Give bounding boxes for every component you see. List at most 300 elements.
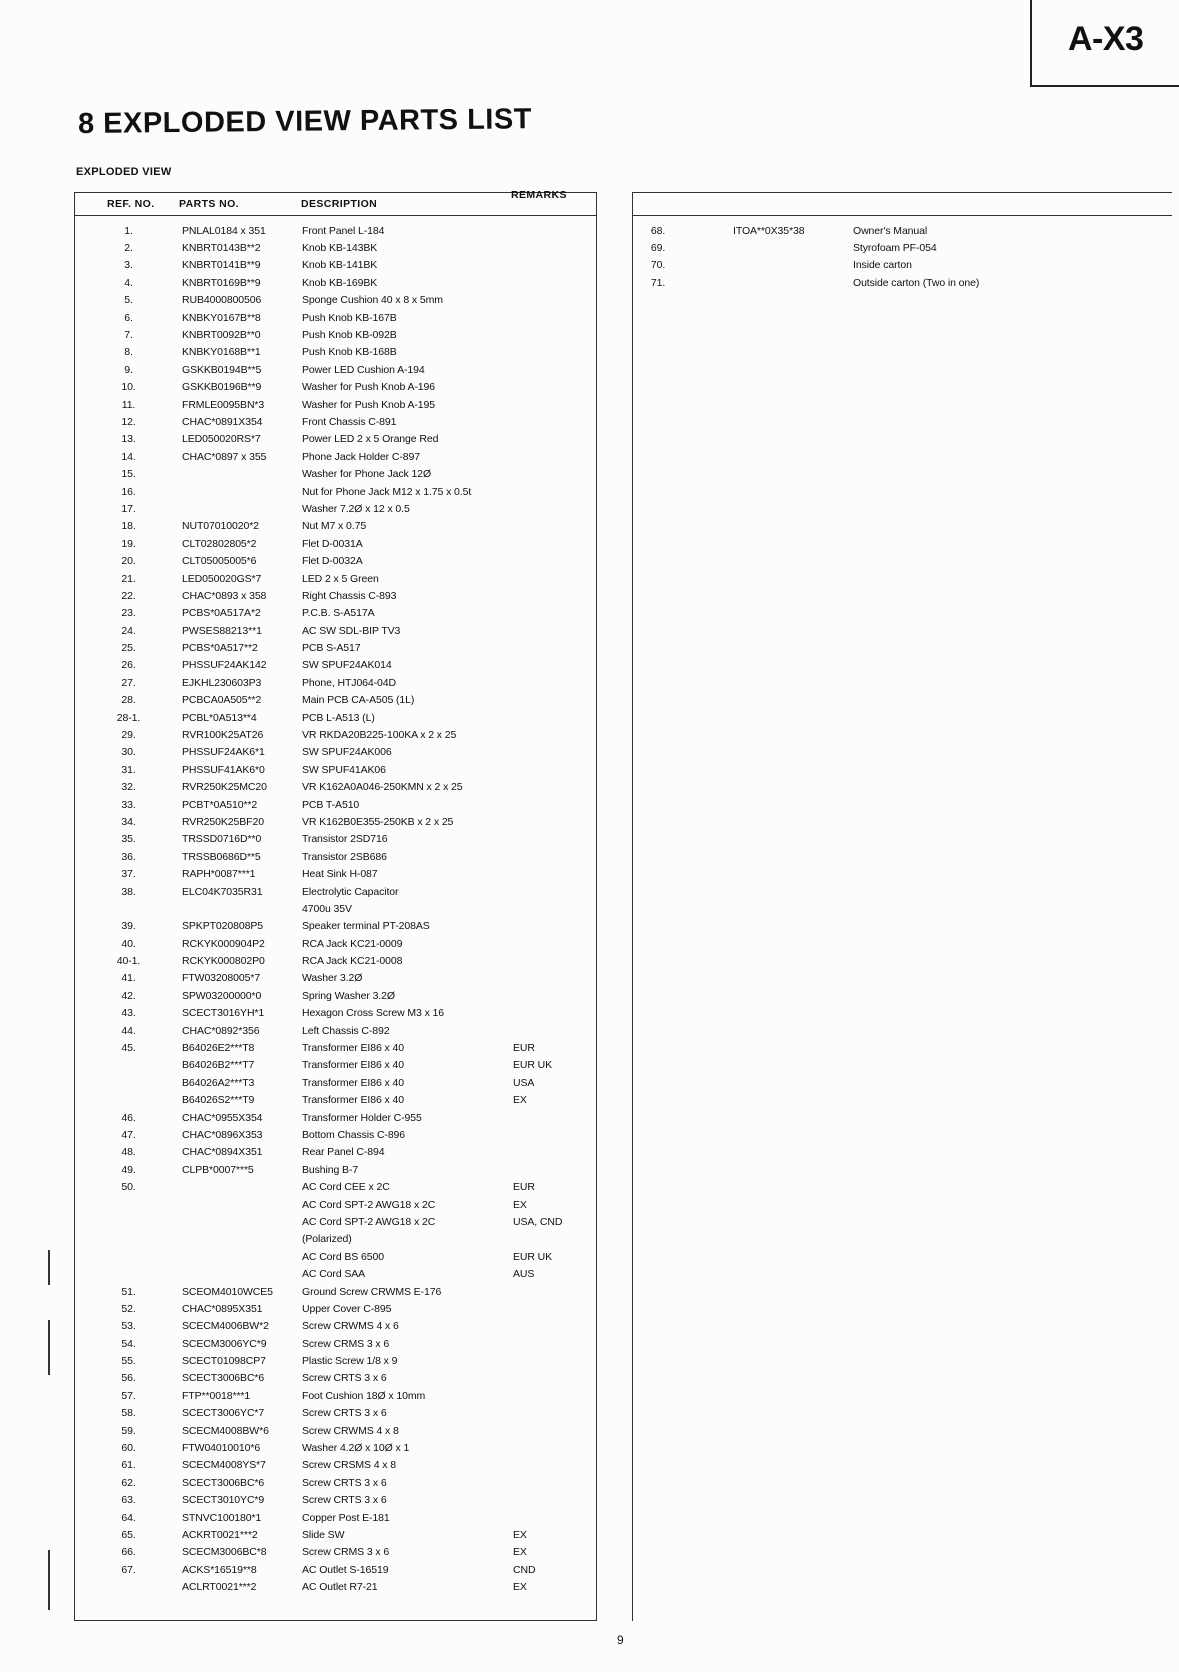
table-row [75, 1022, 596, 1039]
table-row [75, 379, 596, 396]
part-no-cell: GSKKB0196B**9 [182, 381, 262, 394]
ref-no-cell: 48. [121, 1146, 136, 1159]
description-cell: Screw CRSMS 4 x 8 [302, 1459, 396, 1472]
table-body-left [75, 216, 596, 1596]
part-no-cell: CHAC*0894X351 [182, 1146, 263, 1159]
model-code-box [1030, 0, 1179, 87]
ref-no-cell: 15. [121, 468, 136, 481]
table-row [75, 1005, 596, 1022]
ref-no-cell: 53. [121, 1320, 136, 1333]
description-cell: Electrolytic Capacitor [302, 885, 399, 898]
table-row [75, 396, 596, 413]
remarks-cell: EUR [513, 1042, 535, 1055]
table-row [75, 848, 596, 865]
margin-line [48, 1250, 50, 1285]
ref-no-cell: 55. [121, 1355, 136, 1368]
part-no-cell: SCECM4008BW*6 [182, 1424, 269, 1437]
table-row [75, 326, 596, 343]
description-cell: SW SPUF41AK06 [302, 763, 386, 776]
description-cell: Screw CRTS 3 x 6 [302, 1407, 387, 1420]
ref-no-cell: 21. [121, 572, 136, 585]
table-row [75, 1057, 596, 1074]
part-no-cell: PCBS*0A517**2 [182, 642, 258, 655]
description-cell: Transformer Holder C-955 [302, 1111, 422, 1124]
part-no-cell: SCECM4008YS*7 [182, 1459, 266, 1472]
ref-no-cell: 2. [124, 242, 133, 255]
remarks-cell: USA, CND [513, 1215, 563, 1228]
table-row [75, 744, 596, 761]
margin-line [48, 1320, 50, 1375]
ref-no-cell: 23. [121, 607, 136, 620]
part-no-cell: PCBT*0A510**2 [182, 798, 258, 811]
description-cell: Washer 3.2Ø [302, 972, 363, 985]
part-no-cell: SCEOM4010WCE5 [182, 1285, 273, 1298]
table-row [75, 1039, 596, 1056]
page-title: 8 EXPLODED VIEW PARTS LIST [77, 103, 533, 140]
ref-no-cell: 12. [121, 415, 136, 428]
table-row [75, 918, 596, 935]
table-row [75, 622, 596, 639]
description-cell: Transistor 2SD716 [302, 833, 388, 846]
ref-no-cell: 67. [121, 1563, 136, 1576]
table-row [75, 1492, 596, 1509]
remarks-cell: EX [513, 1198, 527, 1211]
description-cell: Screw CRTS 3 x 6 [302, 1372, 387, 1385]
table-row [75, 1509, 596, 1526]
description-cell: AC Outlet R7-21 [302, 1581, 378, 1594]
ref-no-cell: 1. [124, 224, 133, 237]
description-cell: VR K162A0A046-250KMN x 2 x 25 [302, 781, 463, 794]
part-no-cell: SPW03200000*0 [182, 989, 262, 1002]
table-row [75, 883, 596, 900]
table-row [75, 1092, 596, 1109]
description-cell: Transformer EI86 x 40 [302, 1094, 404, 1107]
ref-no-cell: 41. [121, 972, 136, 985]
table-row [75, 605, 596, 622]
ref-no-cell: 34. [121, 815, 136, 828]
description-cell: Front Chassis C-891 [302, 415, 397, 428]
ref-no-cell: 40-1. [116, 955, 141, 968]
remarks-cell: AUS [513, 1268, 535, 1281]
part-no-cell: LED050020GS*7 [182, 572, 262, 585]
model-code: A-X3 [1068, 20, 1144, 58]
description-cell: Styrofoam PF-054 [853, 242, 937, 255]
part-no-cell: SCECT3010YC*9 [182, 1494, 265, 1507]
ref-no-cell: 26. [121, 659, 136, 672]
description-cell: Flet D-0032A [302, 555, 363, 568]
table-row [75, 1144, 596, 1161]
ref-no-cell: 63. [121, 1494, 136, 1507]
table-row [75, 361, 596, 378]
ref-no-cell: 58. [121, 1407, 136, 1420]
ref-no-cell: 52. [121, 1302, 136, 1315]
part-no-cell: PWSES88213**1 [182, 624, 262, 637]
description-cell: Rear Panel C-894 [302, 1146, 385, 1159]
description-cell: Spring Washer 3.2Ø [302, 989, 395, 1002]
description-cell: Washer 7.2Ø x 12 x 0.5 [302, 502, 410, 515]
table-row [75, 1439, 596, 1456]
part-no-cell: SCECT3006BC*6 [182, 1372, 265, 1385]
table-row [75, 639, 596, 656]
ref-no-cell: 42. [121, 989, 136, 1002]
description-cell: AC Outlet S-16519 [302, 1563, 389, 1576]
part-no-cell: PNLAL0184 x 351 [182, 224, 266, 237]
description-cell: AC SW SDL-BIP TV3 [302, 624, 401, 637]
ref-no-cell: 64. [121, 1511, 136, 1524]
table-row [75, 831, 596, 848]
part-no-cell: PHSSUF24AK142 [182, 659, 267, 672]
ref-no-cell: 27. [121, 676, 136, 689]
description-cell: Transformer EI86 x 40 [302, 1042, 404, 1055]
part-no-cell: CLPB*0007***5 [182, 1163, 254, 1176]
description-cell: SW SPUF24AK014 [302, 659, 392, 672]
col-part-header: PARTS NO. [179, 198, 239, 210]
ref-no-cell: 44. [121, 1024, 136, 1037]
ref-no-cell: 39. [121, 920, 136, 933]
part-no-cell: STNVC100180*1 [182, 1511, 262, 1524]
part-no-cell: KNBRT0169B**9 [182, 276, 261, 289]
ref-no-cell: 11. [121, 398, 136, 411]
table-row [75, 292, 596, 309]
table-header-right [633, 193, 1172, 216]
part-no-cell: TRSSB0686D**5 [182, 850, 261, 863]
ref-no-cell: 38. [121, 885, 136, 898]
ref-no-cell: 22. [121, 589, 136, 602]
part-no-cell: RUB4000800506 [182, 294, 262, 307]
remarks-cell: EX [513, 1581, 527, 1594]
description-cell: Washer for Push Knob A-195 [302, 398, 436, 411]
table-row [75, 257, 596, 274]
part-no-cell: CHAC*0897 x 355 [182, 450, 267, 463]
part-no-cell: FTW03208005*7 [182, 972, 261, 985]
description-cell: Foot Cushion 18Ø x 10mm [302, 1389, 426, 1402]
table-row [75, 692, 596, 709]
table-row [75, 309, 596, 326]
ref-no-cell: 24. [121, 624, 136, 637]
table-row [633, 222, 1172, 239]
description-cell: Transistor 2SB686 [302, 850, 387, 863]
table-row [75, 1178, 596, 1195]
description-cell: Outside carton (Two in one) [853, 276, 980, 289]
table-row [633, 257, 1172, 274]
description-cell: Push Knob KB-168B [302, 346, 397, 359]
ref-no-cell: 49. [121, 1163, 136, 1176]
table-row [75, 952, 596, 969]
description-cell: Knob KB-169BK [302, 276, 378, 289]
remarks-cell: EUR UK [513, 1250, 553, 1263]
part-no-cell: FRMLE0095BN*3 [182, 398, 265, 411]
table-row [75, 813, 596, 830]
table-header [75, 189, 596, 216]
part-no-cell: TRSSD0716D**0 [182, 833, 262, 846]
description-cell: Bottom Chassis C-896 [302, 1129, 406, 1141]
description-cell: RCA Jack KC21-0008 [302, 955, 403, 968]
part-no-cell: RAPH*0087***1 [182, 868, 256, 881]
ref-no-cell: 69. [650, 242, 666, 255]
description-cell: AC Cord BS 6500 [302, 1250, 384, 1263]
table-row [75, 1109, 596, 1126]
description-cell: SW SPUF24AK006 [302, 746, 392, 759]
part-no-cell: CHAC*0891X354 [182, 415, 263, 428]
part-no-cell: EJKHL230603P3 [182, 676, 262, 689]
ref-no-cell: 31. [121, 763, 136, 776]
description-cell: Bushing B-7 [302, 1163, 359, 1176]
table-row [75, 1474, 596, 1491]
part-no-cell: ACLRT0021***2 [182, 1581, 257, 1594]
description-cell: Transformer EI86 x 40 [302, 1076, 404, 1089]
table-row [75, 222, 596, 239]
parts-table-left [74, 189, 597, 1621]
description-cell: Owner's Manual [853, 224, 928, 237]
ref-no-cell: 10. [121, 381, 136, 394]
description-cell: Upper Cover C-895 [302, 1302, 392, 1315]
table-row [75, 1161, 596, 1178]
ref-no-cell: 68. [650, 224, 666, 237]
table-row [75, 1300, 596, 1317]
part-no-cell: ITOA**0X35*38 [733, 224, 805, 237]
part-no-cell: RVR250K25MC20 [182, 781, 267, 794]
table-row [75, 1074, 596, 1091]
table-row [75, 900, 596, 917]
description-cell: P.C.B. S-A517A [302, 607, 375, 620]
table-row [75, 239, 596, 256]
table-body-right [633, 216, 1172, 292]
table-row [75, 709, 596, 726]
ref-no-cell: 14. [121, 450, 136, 463]
table-row [75, 570, 596, 587]
remarks-cell: USA [513, 1076, 535, 1089]
ref-no-cell: 29. [121, 729, 136, 742]
table-row [75, 448, 596, 465]
part-no-cell: PHSSUF41AK6*0 [182, 763, 265, 776]
part-no-cell: B64026E2***T8 [182, 1042, 255, 1055]
part-no-cell: PCBS*0A517A*2 [182, 607, 261, 620]
table-row [75, 935, 596, 952]
description-cell: Phone Jack Holder C-897 [302, 450, 420, 463]
remarks-cell: EX [513, 1528, 527, 1541]
ref-no-cell: 35. [121, 833, 136, 846]
part-no-cell: B64026A2***T3 [182, 1076, 255, 1089]
table-row [75, 500, 596, 517]
ref-no-cell: 5. [124, 294, 133, 307]
table-row [75, 1213, 596, 1230]
table-row [75, 1352, 596, 1369]
part-no-cell: B64026S2***T9 [182, 1094, 255, 1107]
ref-no-cell: 61. [121, 1459, 136, 1472]
part-no-cell: RVR100K25AT26 [182, 729, 264, 742]
col-ref-header: REF. NO. [107, 198, 155, 210]
table-row [75, 796, 596, 813]
part-no-cell: SCECM3006BC*8 [182, 1546, 267, 1559]
ref-no-cell: 46. [121, 1111, 136, 1124]
table-row [75, 1283, 596, 1300]
description-cell: PCB S-A517 [302, 642, 361, 655]
table-row [633, 239, 1172, 256]
description-cell: Plastic Screw 1/8 x 9 [302, 1355, 398, 1368]
part-no-cell: ACKRT0021***2 [182, 1528, 258, 1541]
table-row [75, 726, 596, 743]
table-row [75, 483, 596, 500]
part-no-cell: LED050020RS*7 [182, 433, 261, 446]
part-no-cell: SCECM3006YC*9 [182, 1337, 267, 1350]
description-cell: 4700u 35V [302, 902, 352, 915]
part-no-cell: CHAC*0955X354 [182, 1111, 263, 1124]
part-no-cell: PHSSUF24AK6*1 [182, 746, 265, 759]
table-row [75, 535, 596, 552]
description-cell: PCB T-A510 [302, 798, 360, 811]
table-row [75, 587, 596, 604]
description-cell: Speaker terminal PT-208AS [302, 920, 430, 933]
table-row [75, 1196, 596, 1213]
ref-no-cell: 32. [121, 781, 136, 794]
ref-no-cell: 28-1. [116, 711, 141, 724]
ref-no-cell: 7. [124, 329, 133, 342]
description-cell: Main PCB CA-A505 (1L) [302, 694, 415, 707]
part-no-cell: SCECT01098CP7 [182, 1355, 266, 1368]
description-cell: Left Chassis C-892 [302, 1024, 390, 1037]
table-row [75, 657, 596, 674]
ref-no-cell: 28. [121, 694, 136, 707]
part-no-cell: KNBKY0168B**1 [182, 346, 261, 359]
description-cell: Knob KB-143BK [302, 242, 378, 255]
part-no-cell: FTW04010010*6 [182, 1442, 261, 1455]
col-desc-header: DESCRIPTION [301, 198, 378, 210]
table-row [75, 1126, 596, 1143]
description-cell: LED 2 x 5 Green [302, 572, 379, 585]
part-no-cell: ELC04K7035R31 [182, 885, 263, 898]
ref-no-cell: 3. [124, 259, 133, 272]
ref-no-cell: 70. [650, 259, 666, 272]
part-no-cell: KNBKY0167B**8 [182, 311, 261, 324]
table-row [75, 274, 596, 291]
description-cell: Washer for Phone Jack 12Ø [302, 468, 432, 481]
part-no-cell: FTP**0018***1 [182, 1389, 251, 1402]
description-cell: Heat Sink H-087 [302, 868, 378, 881]
part-no-cell: KNBRT0141B**9 [182, 259, 261, 272]
description-cell: Power LED 2 x 5 Orange Red [302, 433, 439, 446]
table-row [633, 274, 1172, 291]
description-cell: AC Cord SAA [302, 1268, 366, 1281]
ref-no-cell: 47. [121, 1129, 136, 1141]
ref-no-cell: 4. [124, 276, 133, 289]
description-cell: RCA Jack KC21-0009 [302, 937, 403, 950]
description-cell: Push Knob KB-167B [302, 311, 397, 324]
part-no-cell: RCKYK000802P0 [182, 955, 265, 968]
part-no-cell: CLT05005005*6 [182, 555, 257, 568]
part-no-cell: KNBRT0143B**2 [182, 242, 261, 255]
table-row [75, 1544, 596, 1561]
description-cell: Phone, HTJ064-04D [302, 676, 397, 689]
ref-no-cell: 51. [121, 1285, 136, 1298]
ref-no-cell: 50. [121, 1181, 136, 1194]
part-no-cell: CHAC*0896X353 [182, 1129, 263, 1141]
description-cell: VR RKDA20B225-100KA x 2 x 25 [302, 729, 457, 742]
table-row [75, 1561, 596, 1578]
ref-no-cell: 17. [121, 502, 136, 515]
description-cell: Screw CRMS 3 x 6 [302, 1337, 390, 1350]
margin-line [48, 1550, 50, 1610]
ref-no-cell: 36. [121, 850, 136, 863]
part-no-cell: PCBCA0A505**2 [182, 694, 262, 707]
table-row [75, 1231, 596, 1248]
description-cell: Transformer EI86 x 40 [302, 1059, 404, 1072]
description-cell: Ground Screw CRWMS E-176 [302, 1285, 442, 1298]
table-row [75, 1405, 596, 1422]
part-no-cell: B64026B2***T7 [182, 1059, 255, 1072]
part-no-cell: SCECM4006BW*2 [182, 1320, 269, 1333]
table-row [75, 344, 596, 361]
description-cell: Washer for Push Knob A-196 [302, 381, 436, 394]
description-cell: PCB L-A513 (L) [302, 711, 375, 724]
description-cell: Nut M7 x 0.75 [302, 520, 367, 533]
ref-no-cell: 43. [121, 1007, 136, 1020]
part-no-cell: RCKYK000904P2 [182, 937, 265, 950]
part-no-cell: SCECT3006YC*7 [182, 1407, 265, 1420]
table-row [75, 1318, 596, 1335]
description-cell: Screw CRMS 3 x 6 [302, 1546, 390, 1559]
remarks-cell: EX [513, 1094, 527, 1107]
description-cell: Washer 4.2Ø x 10Ø x 1 [302, 1442, 410, 1455]
part-no-cell: PCBL*0A513**4 [182, 711, 257, 724]
description-cell: Slide SW [302, 1528, 345, 1541]
description-cell: Inside carton [853, 259, 912, 272]
table-row [75, 1370, 596, 1387]
table-row [75, 1335, 596, 1352]
description-cell: VR K162B0E355-250KB x 2 x 25 [302, 815, 454, 828]
description-cell: Flet D-0031A [302, 537, 363, 550]
ref-no-cell: 57. [121, 1389, 136, 1402]
ref-no-cell: 62. [121, 1476, 136, 1489]
part-no-cell: CHAC*0892*356 [182, 1024, 260, 1037]
ref-no-cell: 54. [121, 1337, 136, 1350]
ref-no-cell: 71. [650, 276, 666, 289]
part-no-cell: RVR250K25BF20 [182, 815, 264, 828]
col-remarks-header: REMARKS [511, 189, 567, 201]
table-row [75, 761, 596, 778]
ref-no-cell: 6. [124, 311, 133, 324]
table-row [75, 779, 596, 796]
table-row [75, 465, 596, 482]
ref-no-cell: 33. [121, 798, 136, 811]
ref-no-cell: 13. [121, 433, 136, 446]
ref-no-cell: 30. [121, 746, 136, 759]
description-cell: Sponge Cushion 40 x 8 x 5mm [302, 294, 443, 307]
ref-no-cell: 8. [124, 346, 133, 359]
description-cell: Push Knob KB-092B [302, 329, 397, 342]
ref-no-cell: 66. [121, 1546, 136, 1559]
ref-no-cell: 25. [121, 642, 136, 655]
page-number: 9 [617, 1633, 624, 1647]
parts-table-right [632, 192, 1172, 1621]
part-no-cell: KNBRT0092B**0 [182, 329, 261, 342]
description-cell: AC Cord SPT-2 AWG18 x 2C [302, 1198, 436, 1211]
part-no-cell: GSKKB0194B**5 [182, 363, 262, 376]
part-no-cell: NUT07010020*2 [182, 520, 259, 533]
part-no-cell: ACKS*16519**8 [182, 1563, 257, 1576]
remarks-cell: EUR UK [513, 1059, 553, 1072]
table-row [75, 970, 596, 987]
remarks-cell: EX [513, 1546, 527, 1559]
description-cell: Screw CRTS 3 x 6 [302, 1476, 387, 1489]
description-cell: Copper Post E-181 [302, 1511, 390, 1524]
description-cell: Power LED Cushion A-194 [302, 363, 425, 376]
description-cell: Front Panel L-184 [302, 224, 385, 237]
table-row [75, 1526, 596, 1543]
part-no-cell: CHAC*0893 x 358 [182, 589, 267, 602]
part-no-cell: SCECT3006BC*6 [182, 1476, 265, 1489]
description-cell: Knob KB-141BK [302, 259, 378, 272]
table-row [75, 518, 596, 535]
